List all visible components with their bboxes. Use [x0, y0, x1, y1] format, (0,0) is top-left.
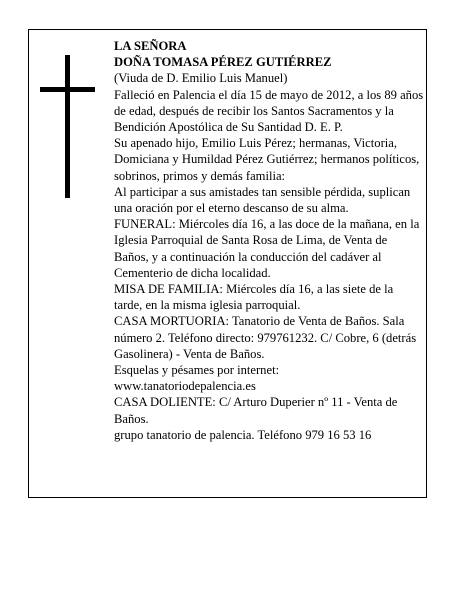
family-paragraph: Su apenado hijo, Emilio Luis Pérez; hermanas, Victoria, Domiciana y Humildad Pérez Gutiérrez; hermanos políticos, sobrinos, primos y demás familia:	[114, 136, 420, 183]
internet-label: Esquelas y pésames por internet:	[114, 363, 280, 378]
internet-url: www.tanatoriodepalencia.es	[114, 379, 256, 394]
mass-paragraph: MISA DE FAMILIA: Miércoles día 16, a las siete de la tarde, en la misma iglesia parroquial.	[114, 282, 394, 313]
footer-line: grupo tanatorio de palencia. Teléfono 979 16 53 16	[114, 427, 372, 442]
cross-icon-horizontal-bar	[40, 87, 95, 92]
mortuary-paragraph: CASA MORTUORIA: Tanatorio de Venta de Baños. Sala número 2. Teléfono directo: 979761232. C/ Cobre, 6 (detrás Gasolinera) - Venta de Baños.	[114, 314, 417, 361]
deceased-name: DOÑA TOMASA PÉREZ GUTIÉRREZ	[114, 55, 332, 70]
request-paragraph: Al participar a sus amistades tan sensible pérdida, suplican una oración por el eterno descanso de su alma.	[114, 184, 411, 216]
title-line-1: LA SEÑORA	[114, 39, 187, 53]
widow-line: (Viuda de D. Emilio Luis Manuel)	[114, 71, 288, 86]
cross-icon-vertical-bar	[65, 55, 70, 198]
funeral-paragraph: FUNERAL: Miércoles día 16, a las doce de la mañana, en la Iglesia Parroquial de Santa Rosa de Lima, de Venta de Baños, y a continuación la conducción del cadáver al Cementerio de dicha localidad.	[114, 217, 420, 280]
obituary-text	[114, 38, 424, 443]
death-paragraph: Falleció en Palencia el día 15 de mayo de 2012, a los 89 años de edad, después de recibir los Santos Sacramentos y la Bendición Apostólica de Su Santidad D. E. P.	[114, 87, 424, 135]
mourning-house-paragraph: CASA DOLIENTE: C/ Arturo Duperier nº 11 - Venta de Baños.	[114, 395, 398, 426]
